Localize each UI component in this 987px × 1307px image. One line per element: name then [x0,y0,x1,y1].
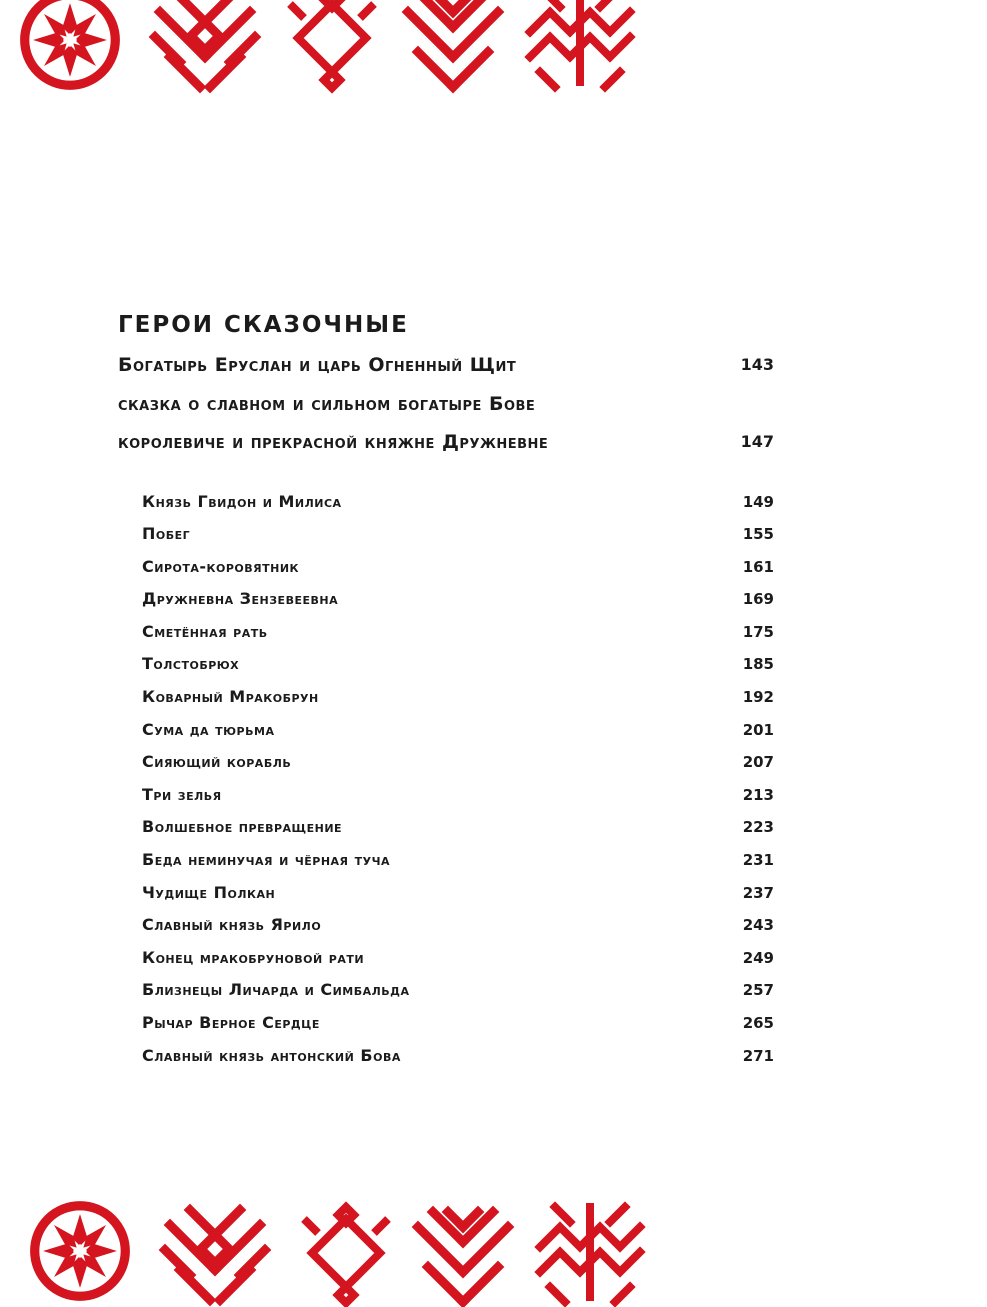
subentry-title: Конец мракобруновой рати [142,947,365,967]
subentry-page: 175 [742,622,774,641]
subentry-title: Князь Гвидон и Милиса [142,491,342,511]
subentry-title: Беда неминучая и чёрная туча [142,850,390,870]
toc-subentry[interactable] [142,942,778,975]
subentry-page: 223 [742,818,774,837]
toc-subentry[interactable] [142,779,778,812]
bottom-ornament-border [0,1195,987,1305]
toc-subentry[interactable] [142,811,778,844]
toc-subentry[interactable] [142,551,778,584]
entry-page: 143 [740,355,774,374]
section-title: ГЕРОИ СКАЗОЧНЫЕ [118,312,409,338]
subentry-title: Коварный Мракобрун [142,687,319,707]
toc-subentry[interactable] [142,746,778,779]
entry-title: Богатырь Еруслан и царь Огненный Щит [118,354,517,376]
toc-subentry[interactable] [142,974,778,1007]
subentry-page: 257 [742,981,774,1000]
entry-page: 147 [740,432,774,451]
subentry-title: Славный князь Ярило [142,915,322,935]
subentry-title: Чудище Полкан [142,882,276,902]
star-rosette-icon [18,1199,142,1303]
zigzag-figure-icon [525,0,635,92]
diamond-grid-icon [408,1207,518,1307]
subentry-title: Сума да тюрьма [142,719,275,739]
subentry-page: 149 [742,492,774,511]
subentry-title: Славный князь антонский Бова [142,1045,401,1065]
toc-subentry[interactable] [142,648,778,681]
subentry-title: Волшебное превращение [142,817,343,837]
toc-subentry[interactable] [142,877,778,910]
toc-subentry[interactable] [142,518,778,551]
subentry-page: 185 [742,655,774,674]
subentry-title: Сияющий корабль [142,752,292,772]
subentry-page: 192 [742,688,774,707]
toc-subentry[interactable] [142,583,778,616]
diamond-knot-icon [296,1207,396,1307]
toc-subentry[interactable] [142,681,778,714]
subentry-page: 213 [742,785,774,804]
diamond-knot-icon [282,0,382,92]
star-rosette-icon [8,0,132,92]
table-of-contents [118,310,778,1072]
subentry-page: 161 [742,557,774,576]
subentry-page: 237 [742,883,774,902]
sub-entries [118,486,778,1073]
subentry-page: 271 [742,1046,774,1065]
subentry-title: Близнецы Личарда и Симбальда [142,980,410,1000]
subentry-page: 249 [742,948,774,967]
diamond-grid-icon [150,0,260,92]
toc-subentry[interactable] [142,714,778,747]
diamond-grid-icon [398,0,508,92]
toc-subentry[interactable] [142,1040,778,1073]
toc-entry[interactable] [118,385,778,424]
subentry-title: Три зелья [142,784,222,804]
toc-subentry[interactable] [142,844,778,877]
subentry-title: Побег [142,524,191,544]
toc-subentry[interactable] [142,486,778,519]
subentry-page: 231 [742,851,774,870]
top-ornament-border [0,0,987,110]
subentry-title: Сирота-коровятник [142,556,300,576]
subentry-page: 169 [742,590,774,609]
main-entries [118,346,778,462]
entry-title: сказка о славном и сильном богатыре Бове [118,392,536,415]
diamond-grid-icon [160,1205,270,1305]
subentry-title: Дружневна Зензевеевна [142,589,339,609]
subentry-title: Сметённая рать [142,621,268,641]
subentry-title: Толстобрюх [142,654,240,674]
subentry-title: Рычар Верное Сердце [142,1013,320,1032]
toc-entry[interactable] [118,423,778,462]
zigzag-figure-icon [535,1207,645,1307]
subentry-page: 207 [742,753,774,772]
subentry-page: 265 [742,1014,774,1032]
toc-entry[interactable] [118,346,778,385]
toc-subentry[interactable] [142,909,778,942]
subentry-page: 243 [742,916,774,935]
entry-title: королевиче и прекрасной княжне Дружневне [118,431,549,453]
toc-subentry[interactable] [142,616,778,649]
toc-subentry[interactable] [142,1007,778,1040]
subentry-page: 155 [742,525,774,544]
subentry-page: 201 [742,720,774,739]
